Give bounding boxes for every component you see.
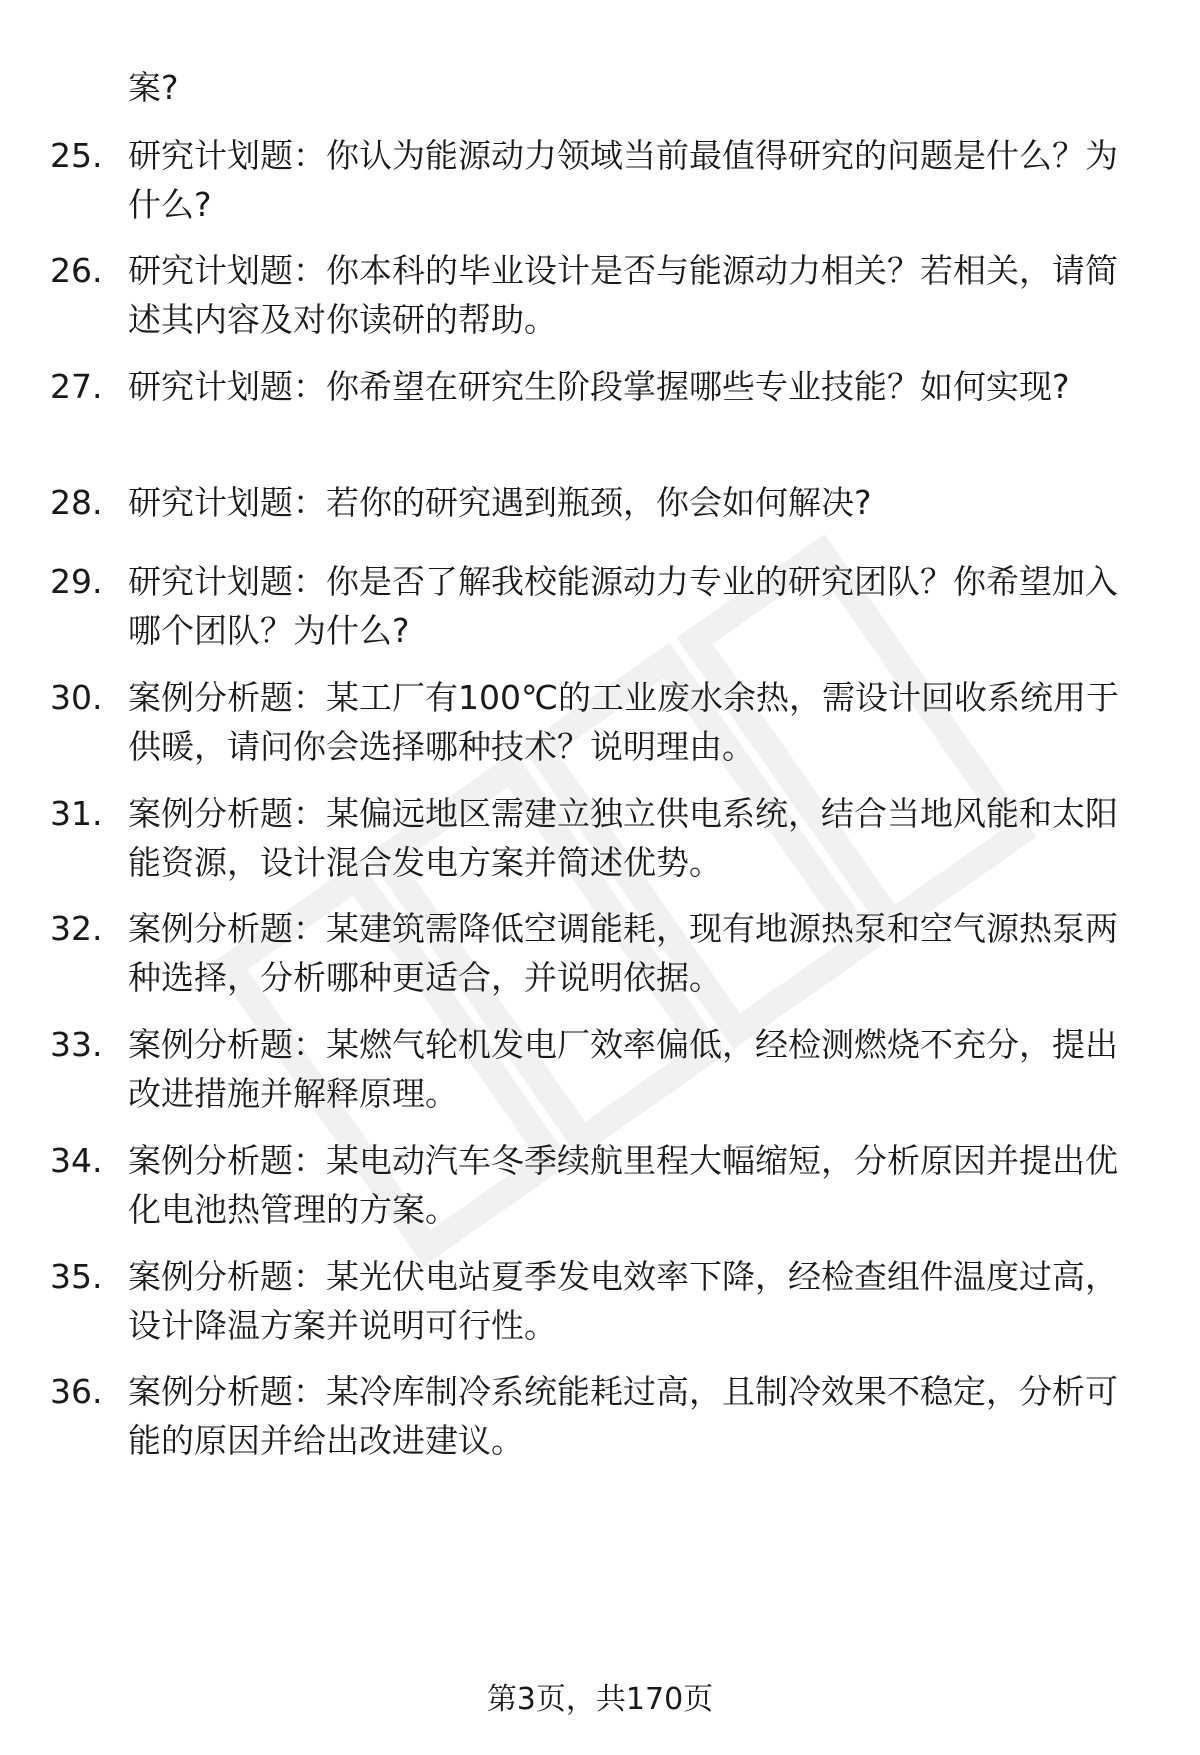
question-number: 32.	[50, 909, 103, 948]
question-text: 研究计划题：你希望在研究生阶段掌握哪些专业技能？如何实现?	[128, 367, 1070, 406]
question-number: 30.	[50, 678, 103, 717]
continuation-text: 案?	[128, 68, 179, 107]
question-text: 研究计划题：你本科的毕业设计是否与能源动力相关？若相关，请简述其内容及对你读研的帮助。	[128, 251, 1118, 339]
question-text: 案例分析题：某工厂有100℃的工业废水余热，需设计回收系统用于供暖，请问你会选择哪种技术？说明理由。	[128, 678, 1120, 766]
question-number: 34.	[50, 1141, 103, 1180]
question-text: 案例分析题：某建筑需降低空调能耗，现有地源热泵和空气源热泵两种选择，分析哪种更适合，并说明依据。	[128, 909, 1118, 997]
question-text: 研究计划题：你是否了解我校能源动力专业的研究团队？你希望加入哪个团队？为什么?	[128, 562, 1118, 650]
question-number: 29.	[50, 562, 103, 601]
page-footer: 第3页，共170页	[486, 1682, 714, 1717]
question-number: 27.	[50, 367, 103, 406]
question-number: 36.	[50, 1372, 103, 1411]
question-text: 案例分析题：某燃气轮机发电厂效率偏低，经检测燃烧不充分，提出改进措施并解释原理。	[128, 1025, 1118, 1113]
question-text: 案例分析题：某电动汽车冬季续航里程大幅缩短，分析原因并提出优化电池热管理的方案。	[128, 1141, 1118, 1229]
question-number: 25.	[50, 136, 103, 175]
question-number: 35.	[50, 1257, 103, 1296]
question-text: 案例分析题：某光伏电站夏季发电效率下降，经检查组件温度过高，设计降温方案并说明可行性。	[128, 1257, 1118, 1345]
question-number: 33.	[50, 1025, 103, 1064]
question-number: 28.	[50, 483, 103, 522]
question-text: 研究计划题：若你的研究遇到瓶颈，你会如何解决?	[128, 483, 872, 522]
question-text: 案例分析题：某冷库制冷系统能耗过高，且制冷效果不稳定，分析可能的原因并给出改进建议。	[128, 1372, 1118, 1460]
question-text: 研究计划题：你认为能源动力领域当前最值得研究的问题是什么？为什么?	[128, 136, 1118, 224]
question-number: 26.	[50, 251, 103, 290]
question-text: 案例分析题：某偏远地区需建立独立供电系统，结合当地风能和太阳能资源，设计混合发电方案并简述优势。	[128, 794, 1118, 882]
question-number: 31.	[50, 794, 103, 833]
